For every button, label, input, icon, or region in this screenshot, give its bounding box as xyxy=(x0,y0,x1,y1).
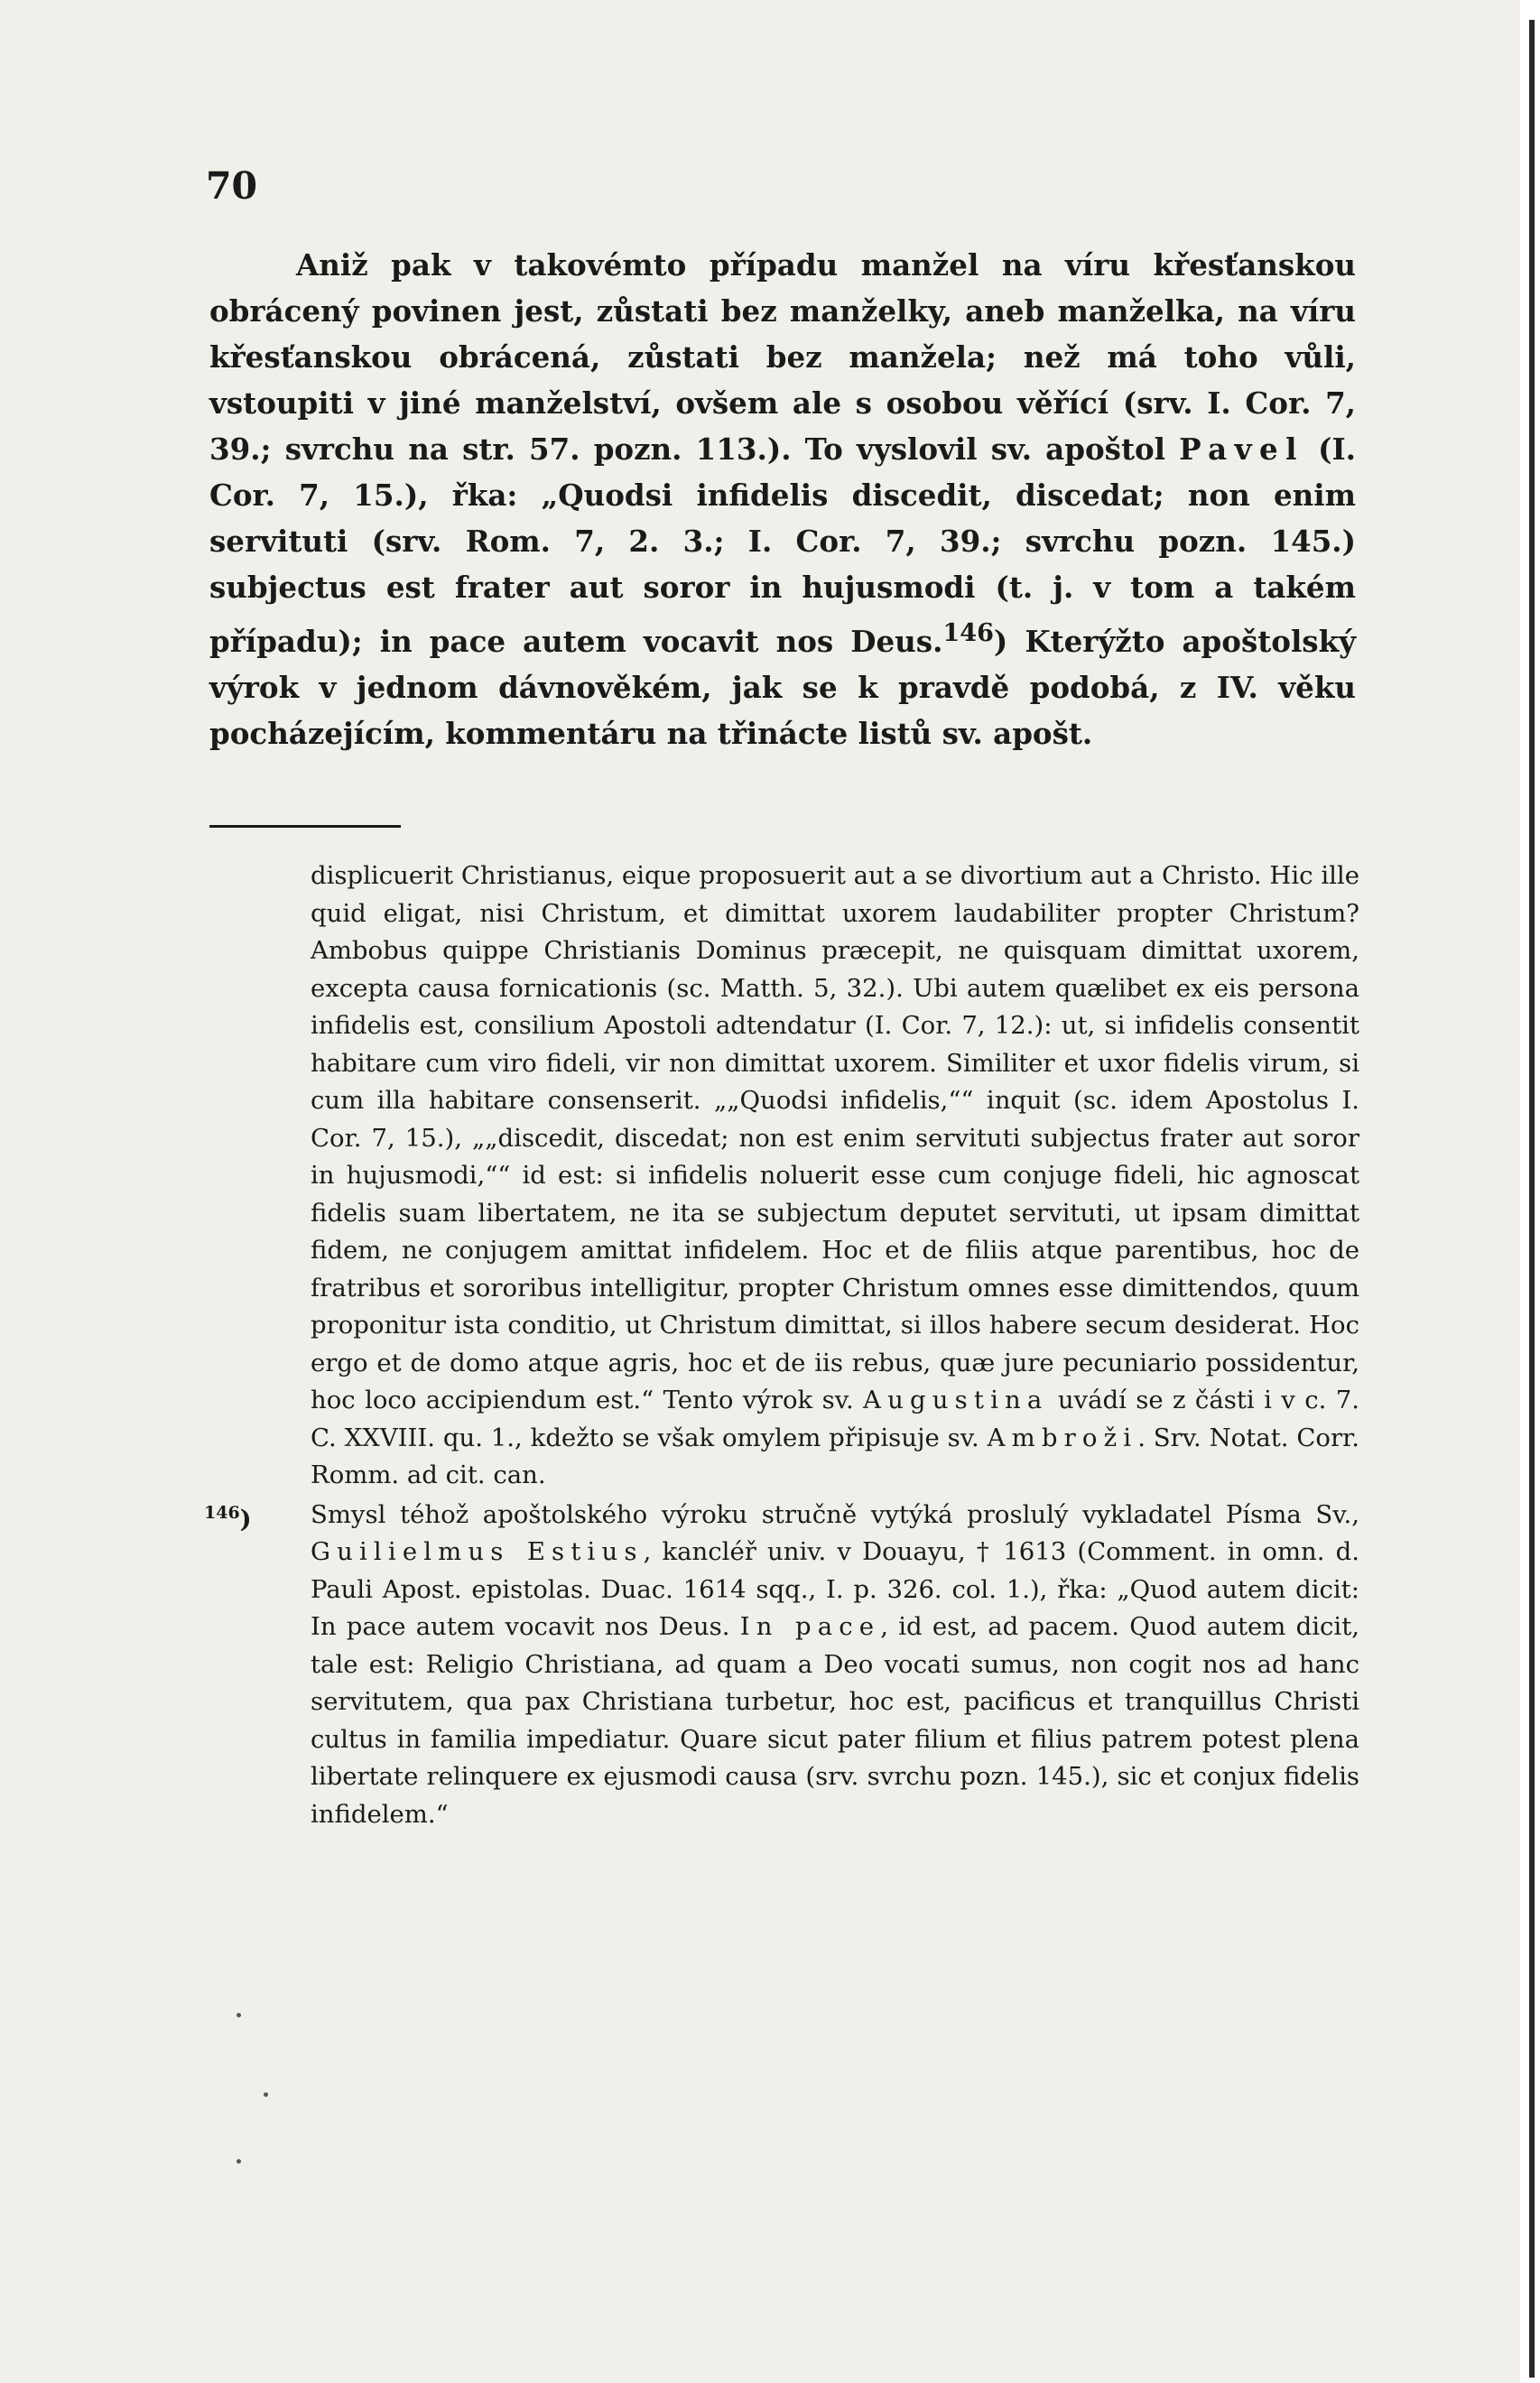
name-pavel: Pavel xyxy=(1179,431,1304,467)
main-text-part-3: ) Kterýžto apoštolský výrok v jednom dávnověkém, jak se k pravdě podobá, z IV. věku pocházejícím, kommentáru na třinácte listů sv. apošt. xyxy=(209,623,1356,751)
page-edge-shadow xyxy=(1529,20,1535,2378)
spaced-in-pace: In pace xyxy=(739,1612,881,1641)
footnote-146-marker: $^{146}$) xyxy=(204,1502,252,1534)
footnote-146-part-1: Smysl téhož apoštolského výroku stručně vytýká proslulý vykladatel Písma Sv., xyxy=(311,1499,1359,1529)
margin-speck xyxy=(264,2092,268,2097)
footnote-separator xyxy=(209,825,401,828)
footnote-145-part-3: . Srv. Notat. Corr. Romm. ad cit. can. xyxy=(311,1423,1359,1489)
name-guilielmus-estius: Guilielmus Estius xyxy=(311,1537,644,1566)
margin-speck xyxy=(237,2013,241,2017)
footnote-145-part-2: uvádí se z části i v c. 7. C. XXVIII. qu. 1., kdežto se však omylem připisuje sv. xyxy=(311,1386,1359,1452)
footnote-146-part-3: , id est, ad pacem. Quod autem dicit, tale est: Religio Christiana, ad quam a Deo vocati sumus, non cogit nos ad hanc servitutem, qua pax Christiana turbetur, hoc est, pacificus et tranquillus Christi cultus in familia impediatur. Quare sicut pater filium et filius patrem potest plena libertate relinquere ex ejusmodi causa (srv. svrchu pozn. 145.), sic et conjux fidelis infidelem.“ xyxy=(311,1612,1360,1829)
name-augustina: Augustina xyxy=(863,1386,1049,1414)
main-paragraph xyxy=(209,242,1356,756)
footnote-145-part-1: displicuerit Christianus, eique proposuerit aut a se divortium aut a Christo. Hic ille quid eligat, nisi Christum, et dimittat uxorem laudabiliter propter Christum? Ambobus quippe Christianis Dominus præcepit, ne quisquam dimittat uxorem, excepta causa fornicationis (sc. Matth. 5, 32.). Ubi autem quælibet ex eis persona infidelis est, consilium Apostoli adtendatur (I. Cor. 7, 12.): ut, si infidelis consentit habitare cum viro fideli, vir non dimittat uxorem. Similiter et uxor fidelis virum, si cum illa habitare consenserit. „„Quodsi infidelis,““ inquit (sc. idem Apostolus I. Cor. 7, 15.), „„discedit, discedat; non est enim servituti subjectus frater aut soror in hujusmodi,““ id est: si infidelis noluerit esse cum conjuge fideli, hic agnoscat fidelis suam libertatem, ne ita se subjectum deputet servituti, ut ipsam dimittat fidem, ne conjugem amittat infidelem. Hoc et de filiis atque parentibus, hoc de fratribus et sororibus intelligitur, propter Christum omnes esse dimittendos, quum proponitur ista conditio, ut Christum dimittat, si illos habere secum desiderat. Hoc ergo et de domo atque agris, hoc et de iis rebus, quæ jure pecuniario possidentur, hoc loco accipiendum est.“ Tento výrok sv. xyxy=(311,861,1359,1414)
page-number: 70 xyxy=(206,164,258,208)
name-ambrozi: Ambroži xyxy=(987,1423,1138,1452)
footnote-146-part-2: , kancléř univ. v Douayu, † 1613 (Comment. in omn. d. Pauli Apost. epistolas. Duac. 1614 sqq., I. p. 326. col. 1.), řka: „Quod autem dicit: In pace autem vocavit nos Deus. xyxy=(311,1537,1359,1641)
footnote-reference-146: 146 xyxy=(942,619,994,647)
footnotes xyxy=(204,858,1360,1833)
margin-speck xyxy=(237,2159,241,2164)
footnote-146 xyxy=(204,1497,1360,1834)
footnote-145-continuation xyxy=(311,858,1359,1495)
main-text-part-1: Aniž pak v takovémto případu manžel na víru křesťanskou obrácený povinen jest, zůstati bez manželky, aneb manželka, na víru křesťanskou obrácená, zůstati bez manžela; než má toho vůli, vstoupiti v jiné manželství, ovšem ale s osobou věřící (srv. I. Cor. 7, 39.; svrchu na str. 57. pozn. 113.). To vyslovil sv. apoštol xyxy=(209,247,1356,467)
main-text-part-2: (I. Cor. 7, 15.), řka: „Quodsi infidelis discedit, discedat; non enim servituti (srv. Rom. 7, 2. 3.; I. Cor. 7, 39.; svrchu pozn. 145.) subjectus est frater aut soror in hujusmodi (t. j. v tom a takém případu); in pace autem vocavit nos Deus. xyxy=(209,431,1356,659)
